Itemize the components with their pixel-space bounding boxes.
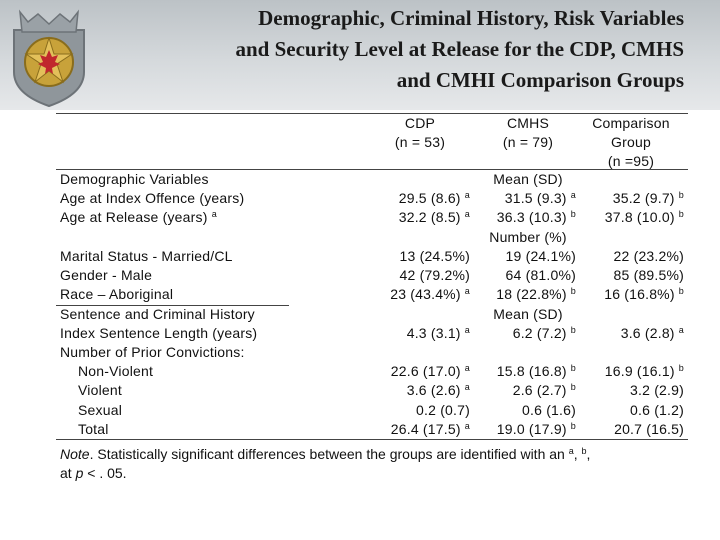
cell-comparison: 35.2 (9.7) $^b$ [612, 190, 684, 206]
cell-cdp: 0.2 (0.7) [416, 402, 470, 418]
cell-cmhs: 31.5 (9.3) $^a$ [504, 190, 576, 206]
stat-heading: Mean (SD) [493, 171, 563, 187]
cell-cmhs: 2.6 (2.7) $^b$ [512, 382, 576, 398]
column-name: CMHS [506, 115, 550, 131]
cell-cmhs: 64 (81.0%) [505, 267, 576, 283]
row-label: Race – Aboriginal [60, 286, 174, 302]
column-header-cmhs [478, 114, 578, 152]
cell-cdp: 3.6 (2.6) $^a$ [406, 382, 470, 398]
row-label: Sexual [78, 402, 123, 418]
stat-heading: Mean (SD) [493, 306, 563, 322]
cell-cdp: 26.4 (17.5) $^a$ [390, 421, 470, 437]
cell-cdp: 4.3 (3.1) $^a$ [406, 325, 470, 341]
cell-cmhs: 18 (22.8%) $^b$ [496, 286, 576, 302]
cell-comparison: 3.2 (2.9) [630, 382, 684, 398]
row-label: Non-Violent [78, 363, 154, 379]
cell-cmhs: 6.2 (7.2) $^b$ [512, 325, 576, 341]
row-label: Gender - Male [60, 267, 153, 283]
cell-comparison: 3.6 (2.8) $^a$ [620, 325, 684, 341]
note-line: Note. Statistically significant differences between the groups are identified with an $^a$, $^b$, [60, 446, 591, 462]
section-heading: Sentence and Criminal History [60, 306, 255, 322]
cell-cdp: 22.6 (17.0) $^a$ [390, 363, 470, 379]
row-label: Index Sentence Length (years) [60, 325, 258, 341]
column-n: (n = 79) [502, 134, 554, 150]
cell-cdp: 32.2 (8.5) $^a$ [398, 209, 470, 225]
column-n: (n =95) [607, 153, 655, 169]
section-heading: Demographic Variables [60, 171, 209, 187]
cell-cdp: 23 (43.4%) $^a$ [390, 286, 470, 302]
note-line: at p < . 05. [60, 465, 127, 481]
cell-comparison: 0.6 (1.2) [630, 402, 684, 418]
cell-cmhs: 15.8 (16.8) $^b$ [496, 363, 576, 379]
column-header-cdp [370, 114, 470, 152]
cell-comparison: 22 (23.2%) [613, 248, 684, 264]
slide-title [84, 3, 684, 96]
column-name: Comparison [592, 115, 670, 131]
cell-cmhs: 19 (24.1%) [505, 248, 576, 264]
column-name: CDP [404, 115, 436, 131]
cell-cmhs: 0.6 (1.6) [522, 402, 576, 418]
column-n: (n = 53) [394, 134, 446, 150]
row-label: Marital Status - Married/CL [60, 248, 233, 264]
cell-cdp: 42 (79.2%) [399, 267, 470, 283]
column-header-comparison [578, 114, 684, 171]
table-note [60, 445, 700, 483]
cell-cdp: 29.5 (8.6) $^a$ [398, 190, 470, 206]
cell-comparison: 85 (89.5%) [613, 267, 684, 283]
column-name: Group [611, 134, 651, 150]
title-line: and CMHI Comparison Groups [396, 68, 684, 92]
cell-comparison: 20.7 (16.5) [614, 421, 684, 437]
table-bottom-rule [56, 439, 688, 440]
cell-cdp: 13 (24.5%) [399, 248, 470, 264]
row-label: Age at Release (years) $^a$ [60, 209, 217, 225]
title-line: Demographic, Criminal History, Risk Variables [258, 6, 684, 30]
title-banner [0, 0, 720, 110]
cell-comparison: 37.8 (10.0) $^b$ [604, 209, 684, 225]
correctional-service-emblem-icon [6, 2, 92, 108]
row-label: Number of Prior Convictions: [60, 344, 245, 360]
cell-comparison: 16.9 (16.1) $^b$ [604, 363, 684, 379]
stat-heading: Number (%) [489, 229, 567, 245]
row-label: Violent [78, 382, 122, 398]
title-line: and Security Level at Release for the CDP, CMHS [235, 37, 684, 61]
cell-comparison: 16 (16.8%) $^b$ [604, 286, 684, 302]
cell-cmhs: 19.0 (17.9) $^b$ [496, 421, 576, 437]
cell-cmhs: 36.3 (10.3) $^b$ [496, 209, 576, 225]
row-label: Age at Index Offence (years) [60, 190, 245, 206]
row-label: Total [78, 421, 109, 437]
